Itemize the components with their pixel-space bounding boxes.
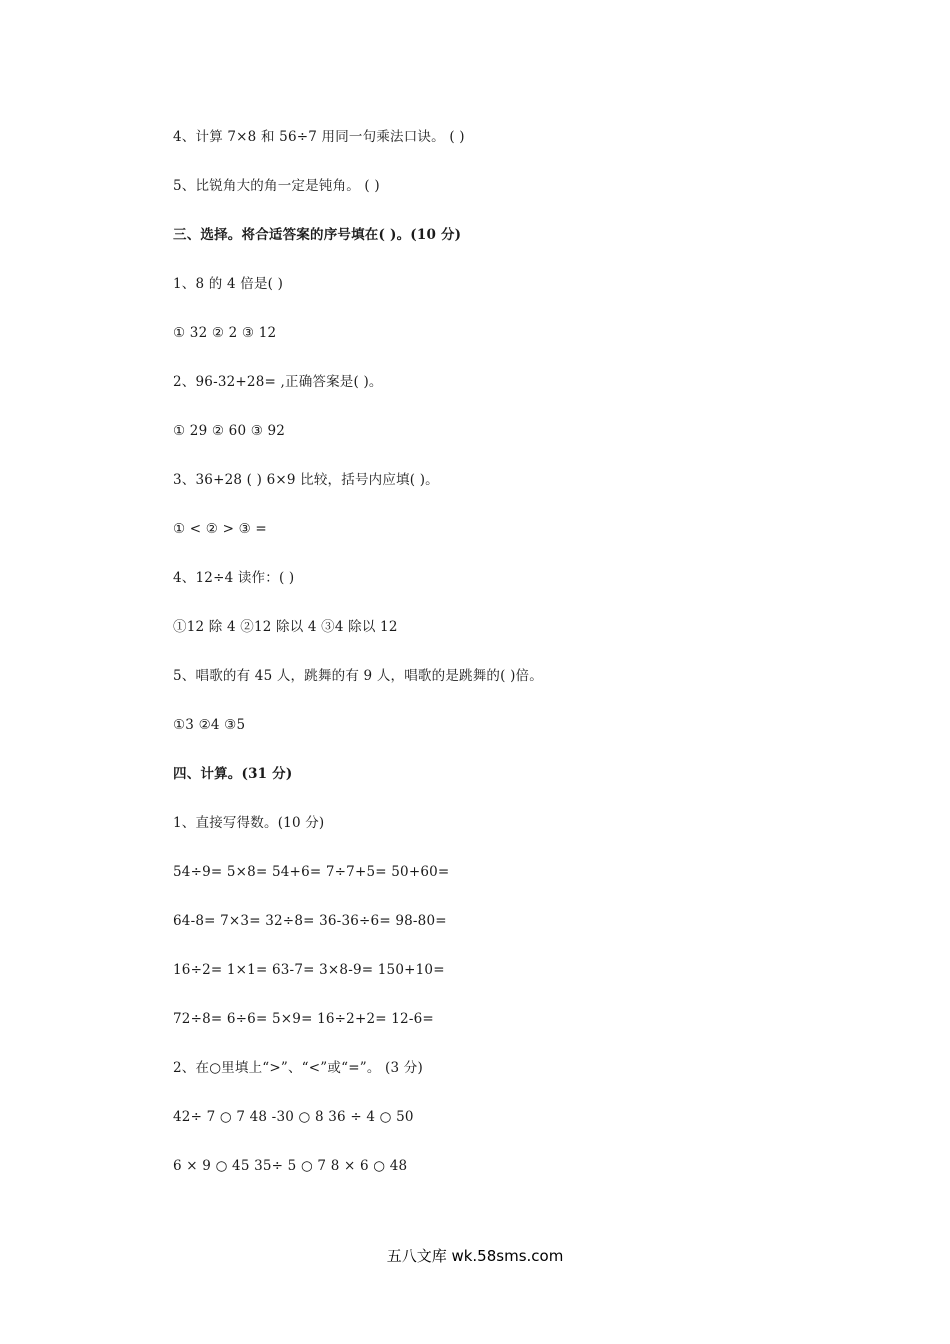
calc-row-4: 72÷8= 6÷6= 5×9= 16÷2+2= 12-6= <box>173 1011 434 1027</box>
options-choice-2: ① 29 ② 60 ③ 92 <box>173 423 286 439</box>
question-choice-5: 5、唱歌的有 45 人，跳舞的有 9 人，唱歌的是跳舞的( )倍。 <box>173 668 543 684</box>
question-calc-2: 2、在○里填上“>”、“<”或“=”。 (3 分) <box>173 1060 423 1076</box>
options-choice-3: ① < ② > ③ = <box>173 521 267 537</box>
calc-row-1: 54÷9= 5×8= 54+6= 7÷7+5= 50+60= <box>173 864 450 880</box>
options-choice-5: ①3 ②4 ③5 <box>173 717 246 733</box>
question-choice-2: 2、96-32+28= ,正确答案是( )。 <box>173 374 383 390</box>
options-choice-1: ① 32 ② 2 ③ 12 <box>173 325 277 341</box>
compare-row-2: 6 × 9 ○ 45 35÷ 5 ○ 7 8 × 6 ○ 48 <box>173 1158 408 1174</box>
question-choice-4: 4、12÷4 读作：( ) <box>173 570 295 586</box>
calc-row-3: 16÷2= 1×1= 63-7= 3×8-9= 150+10= <box>173 962 445 978</box>
question-judge-5: 5、比锐角大的角一定是钝角。 ( ) <box>173 178 380 194</box>
section-heading-calc: 四、计算。(31 分) <box>173 766 293 782</box>
question-choice-1: 1、8 的 4 倍是( ) <box>173 276 284 292</box>
calc-row-2: 64-8= 7×3= 32÷8= 36-36÷6= 98-80= <box>173 913 447 929</box>
compare-row-1: 42÷ 7 ○ 7 48 -30 ○ 8 36 ÷ 4 ○ 50 <box>173 1109 414 1125</box>
question-choice-3: 3、36+28 ( ) 6×9 比较，括号内应填( )。 <box>173 472 439 488</box>
footer-watermark: 五八文库 wk.58sms.com <box>386 1247 564 1265</box>
question-calc-1: 1、直接写得数。(10 分) <box>173 815 325 831</box>
options-choice-4: ①12 除 4 ②12 除以 4 ③4 除以 12 <box>173 619 398 635</box>
question-judge-4: 4、计算 7×8 和 56÷7 用同一句乘法口诀。 ( ) <box>173 129 465 145</box>
section-heading-choice: 三、选择。将合适答案的序号填在( )。(10 分) <box>173 227 462 243</box>
